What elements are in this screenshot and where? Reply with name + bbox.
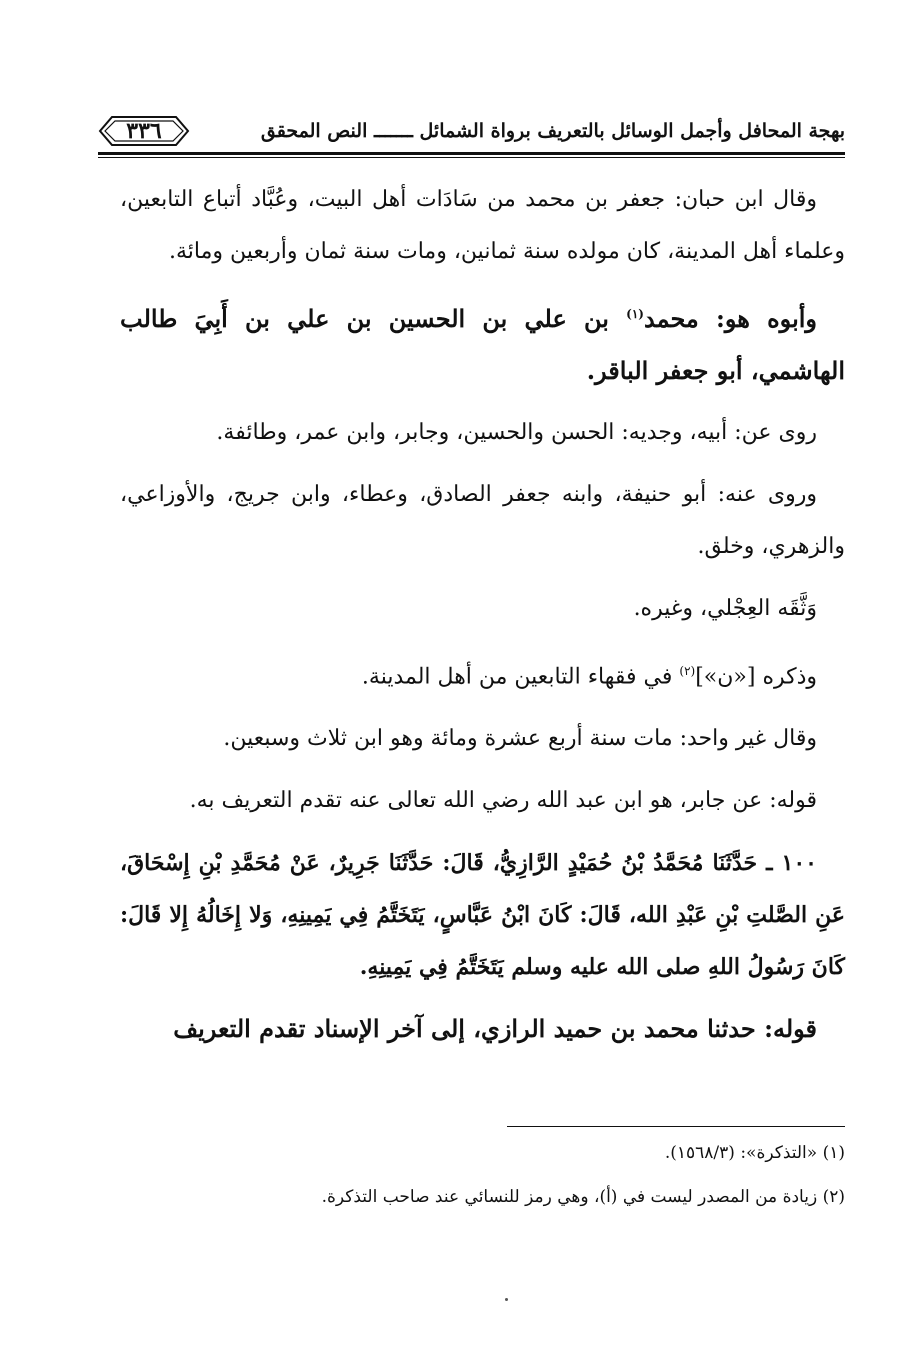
running-title: بهجة المحافل وأجمل الوسائل بالتعريف برواة الشمائل ـــــــ النص المحقق bbox=[260, 120, 845, 142]
paragraph-jabir: قوله: عن جابر، هو ابن عبد الله رضي الله تعالى عنه تقدم التعريف به. bbox=[189, 788, 817, 814]
mentioned-start: وذكره [«ن»] bbox=[695, 664, 817, 690]
father-name-start: وأبوه هو: محمد bbox=[643, 304, 818, 333]
page-number-badge bbox=[98, 111, 190, 151]
page-number: ٣٣٦ bbox=[126, 118, 162, 144]
footnote-ref-2: (٢) bbox=[679, 664, 696, 678]
paragraph-commentary: قوله: حدثنا محمد بن حميد الرازي، إلى آخر الإسناد تقدم التعريف bbox=[173, 1014, 817, 1044]
paragraph-father bbox=[120, 288, 845, 397]
paragraph-narrated-by: وروى عنه: أبو حنيفة، وابنه جعفر الصادق، وعطاء، وابن جريج، والأوزاعي، والزهري، وخلق. bbox=[120, 482, 845, 559]
header-rule bbox=[98, 152, 845, 158]
footnote-separator bbox=[507, 1126, 845, 1127]
footnotes bbox=[120, 1140, 845, 1228]
father-name-rest: بن علي بن الحسين بن علي بن أَبِيَ طالب الهاشمي، أبو جعفر الباقر. bbox=[120, 304, 845, 385]
mentioned-rest: في فقهاء التابعين من أهل المدينة. bbox=[361, 664, 680, 690]
scan-speck bbox=[505, 1298, 508, 1301]
page-header bbox=[98, 108, 845, 154]
paragraph-mentioned bbox=[120, 645, 845, 703]
main-text bbox=[120, 174, 845, 1065]
paragraph-ibn-hibban: وقال ابن حبان: جعفر بن محمد من سَادَات أهل البيت، وعُبَّاد أتباع التابعين، وعلماء أهل المدينة، كان مولده سنة ثمانين، ومات سنة ثمان وأربعين ومائة. bbox=[120, 187, 845, 264]
footnote-1: (١) «التذكرة»: (١٥٦٨/٣). bbox=[664, 1143, 845, 1163]
paragraph-trusted: وَثَّقَه العِجْلي، وغيره. bbox=[633, 596, 817, 621]
hadith-100: ١٠٠ ـ حَدَّثَنَا مُحَمَّدُ بْنُ حُمَيْدٍ الرَّازِيُّ، قَالَ: حَدَّثَنَا جَرِيرٌ، عَنْ مُحَمَّدِ بْنِ إِسْحَاقَ، عَنِ الصَّلتِ بْنِ عَبْدِ الله، قَالَ: كَانَ ابْنُ عَبَّاسٍ، يَتَخَتَّمُ فِي يَمِينِهِ، وَلا إِخَالُهُ إِلا قَالَ: كَانَ رَسُولُ اللهِ صلى الله عليه وسلم يَتَخَتَّمُ فِي يَمِينِهِ. bbox=[120, 850, 845, 981]
footnote-ref-1: (١) bbox=[626, 307, 644, 321]
footnote-2: (٢) زيادة من المصدر ليست في (أ)، وهي رمز للنسائي عند صاحب التذكرة. bbox=[321, 1187, 845, 1207]
paragraph-narrated-from: روى عن: أبيه، وجديه: الحسن والحسين، وجابر، وابن عمر، وطائفة. bbox=[216, 420, 817, 445]
paragraph-death: وقال غير واحد: مات سنة أربع عشرة ومائة وهو ابن ثلاث وسبعين. bbox=[223, 726, 817, 752]
